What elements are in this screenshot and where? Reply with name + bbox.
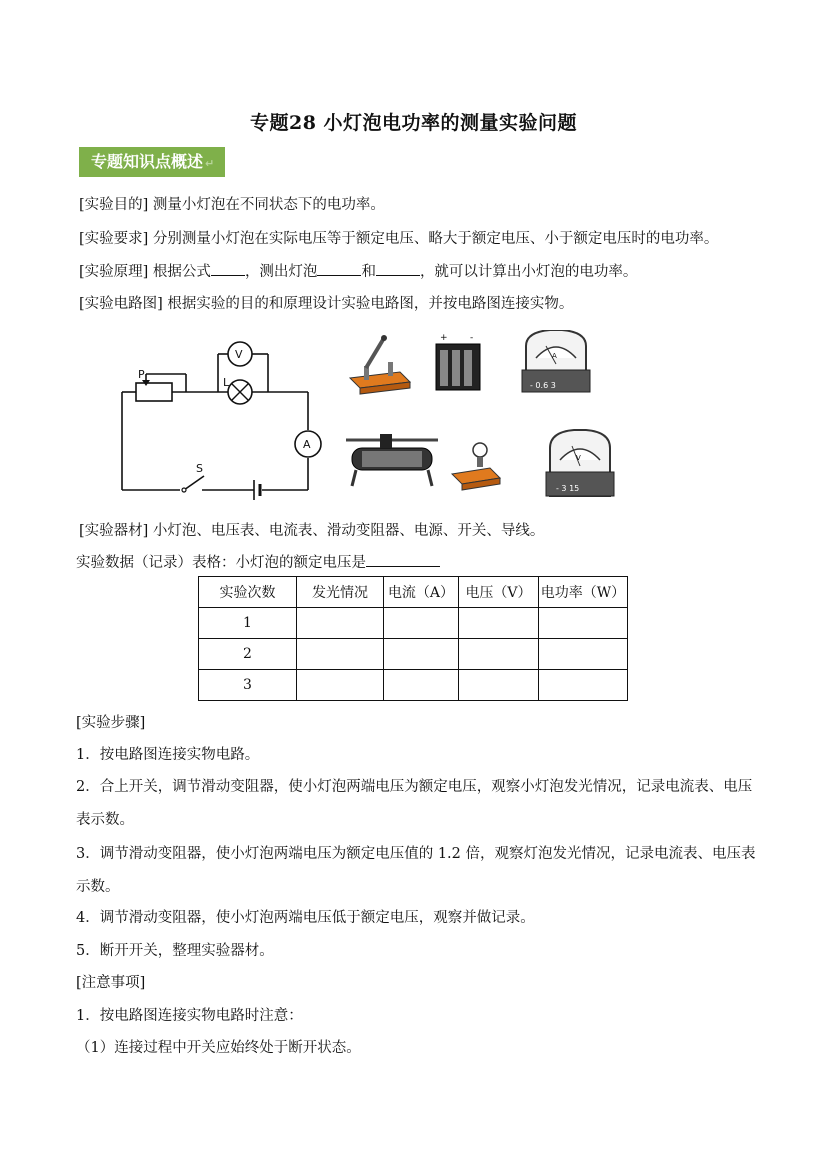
empty-cell (384, 639, 459, 670)
principle-text-c: 和 (361, 264, 376, 280)
quantity-blank-1 (317, 261, 361, 276)
equipment-line: [实验器材] 小灯泡、电压表、电流表、滑动变阻器、电源、开关、导线。 (79, 523, 545, 539)
paragraph-mark: ↵ (205, 157, 215, 170)
step-4: 4．调节滑动变阻器，使小灯泡两端电压低于额定电压，观察并做记录。 (76, 910, 535, 926)
empty-cell (297, 639, 384, 670)
rheostat-symbol (136, 383, 172, 401)
principle-text-a: [实验原理] 根据公式 (79, 264, 211, 280)
trial-number: 1 (199, 608, 297, 639)
data-table (198, 576, 628, 701)
voltmeter-device-icon (546, 430, 614, 496)
notes-heading: [注意事项] (76, 975, 146, 991)
circuit-diagram (110, 330, 330, 500)
battery-minus-label: - (470, 333, 474, 343)
empty-cell (297, 608, 384, 639)
empty-cell (539, 639, 628, 670)
empty-cell (539, 670, 628, 701)
switch-pivot (182, 488, 186, 492)
header-cell: 电流（A） (384, 577, 459, 608)
step-3-line-2: 示数。 (76, 879, 120, 895)
table-row (199, 608, 628, 639)
rheostat-label: P (138, 368, 145, 381)
step-1: 1．按电路图连接实物电路。 (76, 747, 260, 763)
page-title: 专题28 小灯泡电功率的测量实验问题 (249, 112, 578, 134)
section-tag (79, 147, 225, 177)
requirement-line: [实验要求] 分别测量小灯泡在实际电压等于额定电压、略大于额定电压、小于额定电压时的电功率。 (79, 231, 719, 247)
voltmeter-letter: V (576, 454, 581, 462)
ammeter-device-icon (522, 330, 590, 392)
empty-cell (459, 670, 539, 701)
steps-heading: [实验步骤] (76, 715, 146, 731)
circuit-line: [实验电路图] 根据实验的目的和原理设计实验电路图，并按电路图连接实物。 (79, 296, 574, 312)
rated-voltage-blank (366, 552, 440, 567)
empty-cell (539, 608, 628, 639)
battery-plus-label: + (440, 333, 448, 343)
header-cell: 电功率（W） (539, 577, 628, 608)
empty-cell (384, 608, 459, 639)
header-cell: 电压（V） (459, 577, 539, 608)
voltmeter-label: V (235, 348, 243, 361)
empty-cell (459, 639, 539, 670)
trial-number: 2 (199, 639, 297, 670)
formula-blank (211, 261, 245, 276)
note-1: 1．按电路图连接实物电路时注意： (76, 1008, 303, 1024)
header-cell: 发光情况 (297, 577, 384, 608)
table-row (199, 670, 628, 701)
quantity-blank-2 (376, 261, 420, 276)
switch-label: S (196, 462, 203, 475)
purpose-line: [实验目的] 测量小灯泡在不同状态下的电功率。 (79, 197, 385, 213)
lamp-label: L (223, 376, 230, 389)
principle-line (79, 260, 637, 281)
note-1a: （1）连接过程中开关应始终处于断开状态。 (76, 1040, 361, 1056)
knife-switch-icon (350, 335, 410, 394)
step-2-line-2: 表示数。 (76, 812, 134, 828)
step-3-line-1: 3．调节滑动变阻器，使小灯泡两端电压为额定电压值的 1.2 倍，观察灯泡发光情况，记录电流表、电压表 (76, 846, 756, 862)
equipment-illustrations (340, 330, 620, 500)
ammeter-scale: - 0.6 3 (530, 381, 556, 390)
rheostat-device-icon (346, 434, 438, 486)
empty-cell (384, 670, 459, 701)
empty-cell (459, 608, 539, 639)
principle-text-d: ，就可以计算出小灯泡的电功率。 (419, 264, 638, 280)
step-2-line-1: 2．合上开关，调节滑动变阻器，使小灯泡两端电压为额定电压，观察小灯泡发光情况，记录电流表、电压 (76, 779, 753, 795)
voltmeter-scale: - 3 15 (556, 484, 580, 493)
table-caption-text: 实验数据（记录）表格：小灯泡的额定电压是 (76, 555, 366, 571)
table-caption (76, 551, 440, 572)
battery-box-icon (436, 333, 480, 390)
empty-cell (297, 670, 384, 701)
header-cell: 实验次数 (199, 577, 297, 608)
ammeter-letter: A (552, 352, 557, 360)
section-tag-label: 专题知识点概述 (91, 152, 204, 171)
lamp-device-icon (452, 443, 500, 490)
table-row (199, 639, 628, 670)
trial-number: 3 (199, 670, 297, 701)
principle-text-b: ，测出灯泡 (244, 264, 318, 280)
table-header-row (199, 577, 628, 608)
ammeter-label: A (303, 438, 311, 451)
step-5: 5．断开开关，整理实验器材。 (76, 943, 274, 959)
